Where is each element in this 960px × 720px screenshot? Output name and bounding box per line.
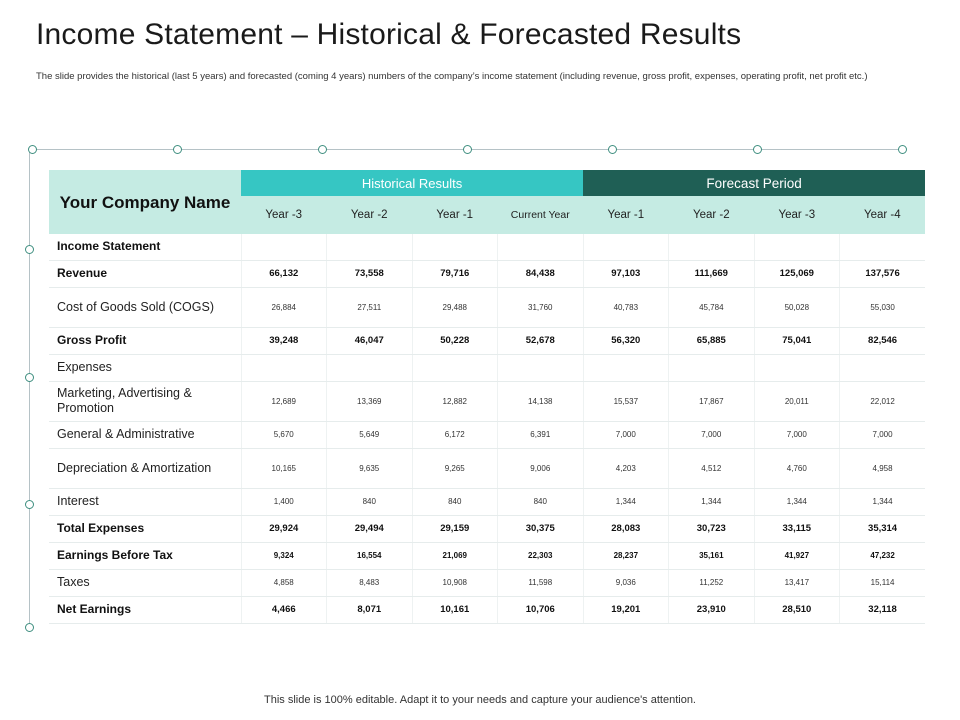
table-cell: 5,670 (241, 421, 327, 448)
table-cell: 31,760 (498, 287, 584, 327)
year-header: Year -3 (241, 196, 327, 234)
table-row (49, 260, 925, 287)
table-cell (498, 234, 584, 260)
table-cell: 55,030 (840, 287, 926, 327)
table-cell: 28,083 (583, 515, 669, 542)
row-label: Marketing, Advertising & Promotion (49, 381, 241, 421)
table-cell: 33,115 (754, 515, 840, 542)
table-cell: 14,138 (498, 381, 584, 421)
table-row (49, 234, 925, 260)
table-cell: 15,537 (583, 381, 669, 421)
table-cell: 10,165 (241, 448, 327, 488)
table-cell: 52,678 (498, 327, 584, 354)
table-cell: 4,466 (241, 596, 327, 623)
table-cell: 7,000 (754, 421, 840, 448)
table-cell: 11,598 (498, 569, 584, 596)
table-cell: 4,760 (754, 448, 840, 488)
table-cell (412, 354, 498, 381)
table-cell: 6,391 (498, 421, 584, 448)
table-cell: 16,554 (327, 542, 413, 569)
table-cell: 40,783 (583, 287, 669, 327)
year-header: Year -2 (669, 196, 755, 234)
footer-note: This slide is 100% editable. Adapt it to your needs and capture your audience's attention. (264, 694, 696, 706)
connector-dot (898, 145, 907, 154)
table-cell: 13,369 (327, 381, 413, 421)
table-cell (840, 354, 926, 381)
table-cell (669, 234, 755, 260)
table-cell: 840 (412, 488, 498, 515)
table-cell: 30,723 (669, 515, 755, 542)
table-cell (498, 354, 584, 381)
connector-dot (318, 145, 327, 154)
table-cell: 30,375 (498, 515, 584, 542)
row-label: Total Expenses (49, 515, 241, 542)
table-row (49, 515, 925, 542)
table-cell: 22,012 (840, 381, 926, 421)
row-label: Gross Profit (49, 327, 241, 354)
table-cell (327, 234, 413, 260)
table-cell: 45,784 (669, 287, 755, 327)
table-cell (583, 354, 669, 381)
year-header: Current Year (498, 196, 584, 234)
table-cell: 7,000 (583, 421, 669, 448)
year-header: Year -3 (754, 196, 840, 234)
table-cell: 4,203 (583, 448, 669, 488)
row-label: Revenue (49, 260, 241, 287)
table-cell: 1,400 (241, 488, 327, 515)
table-cell: 82,546 (840, 327, 926, 354)
table-cell: 9,635 (327, 448, 413, 488)
table-cell: 15,114 (840, 569, 926, 596)
row-label: Earnings Before Tax (49, 542, 241, 569)
table-cell: 23,910 (669, 596, 755, 623)
connector-line-vertical (29, 150, 30, 628)
connector-dot (753, 145, 762, 154)
table-cell: 19,201 (583, 596, 669, 623)
table-cell: 12,689 (241, 381, 327, 421)
table-cell: 29,488 (412, 287, 498, 327)
table-cell: 20,011 (754, 381, 840, 421)
table-cell: 8,071 (327, 596, 413, 623)
table-cell: 22,303 (498, 542, 584, 569)
row-label: Taxes (49, 569, 241, 596)
row-label: Interest (49, 488, 241, 515)
income-statement-table (49, 170, 925, 624)
connector-dot (28, 145, 37, 154)
table-cell: 137,576 (840, 260, 926, 287)
table-cell: 6,172 (412, 421, 498, 448)
table-cell: 27,511 (327, 287, 413, 327)
table-cell: 32,118 (840, 596, 926, 623)
table-cell: 46,047 (327, 327, 413, 354)
table-cell (327, 354, 413, 381)
year-header: Year -1 (583, 196, 669, 234)
connector-dot (25, 245, 34, 254)
table-row (49, 421, 925, 448)
table-cell: 66,132 (241, 260, 327, 287)
row-label: Expenses (49, 354, 241, 381)
row-label: Depreciation & Amortization (49, 448, 241, 488)
table-cell: 7,000 (840, 421, 926, 448)
table-cell: 65,885 (669, 327, 755, 354)
year-header: Year -2 (327, 196, 413, 234)
table-cell: 10,908 (412, 569, 498, 596)
table-row (49, 448, 925, 488)
table-cell (241, 234, 327, 260)
table-cell: 9,324 (241, 542, 327, 569)
table-cell: 4,512 (669, 448, 755, 488)
table-cell: 9,036 (583, 569, 669, 596)
table-cell: 56,320 (583, 327, 669, 354)
table-cell: 29,924 (241, 515, 327, 542)
connector-dot (173, 145, 182, 154)
table-cell: 35,161 (669, 542, 755, 569)
table-row (49, 381, 925, 421)
table-cell: 5,649 (327, 421, 413, 448)
table-cell: 1,344 (669, 488, 755, 515)
table-cell: 75,041 (754, 327, 840, 354)
year-header: Year -4 (840, 196, 926, 234)
table-cell: 39,248 (241, 327, 327, 354)
table-cell (412, 234, 498, 260)
table-cell: 47,232 (840, 542, 926, 569)
table-cell (669, 354, 755, 381)
table-cell: 73,558 (327, 260, 413, 287)
table-row (49, 287, 925, 327)
connector-dot (25, 373, 34, 382)
table-cell: 1,344 (840, 488, 926, 515)
table-cell: 21,069 (412, 542, 498, 569)
table-cell (840, 234, 926, 260)
table-cell: 125,069 (754, 260, 840, 287)
table-cell: 26,884 (241, 287, 327, 327)
table-cell (754, 234, 840, 260)
table-cell: 11,252 (669, 569, 755, 596)
table-cell: 84,438 (498, 260, 584, 287)
company-name: Your Company Name (49, 170, 241, 234)
table-cell (241, 354, 327, 381)
table-cell: 17,867 (669, 381, 755, 421)
connector-dot (25, 500, 34, 509)
table-cell: 840 (498, 488, 584, 515)
slide-title: Income Statement – Historical & Forecasted Results (36, 18, 742, 51)
row-label: Net Earnings (49, 596, 241, 623)
table-cell (754, 354, 840, 381)
connector-dot (25, 623, 34, 632)
table-cell: 79,716 (412, 260, 498, 287)
table-row (49, 488, 925, 515)
table-cell: 29,159 (412, 515, 498, 542)
table-cell: 111,669 (669, 260, 755, 287)
table-cell: 4,858 (241, 569, 327, 596)
forecast-period-header: Forecast Period (583, 170, 925, 196)
table-cell: 8,483 (327, 569, 413, 596)
table-cell: 10,161 (412, 596, 498, 623)
table-cell: 50,228 (412, 327, 498, 354)
row-label: General & Administrative (49, 421, 241, 448)
table-cell: 97,103 (583, 260, 669, 287)
table-cell: 28,510 (754, 596, 840, 623)
table-cell: 13,417 (754, 569, 840, 596)
table-row (49, 569, 925, 596)
connector-dot (608, 145, 617, 154)
table-cell: 4,958 (840, 448, 926, 488)
table-cell: 12,882 (412, 381, 498, 421)
year-header: Year -1 (412, 196, 498, 234)
table-cell: 35,314 (840, 515, 926, 542)
table-cell: 41,927 (754, 542, 840, 569)
table-cell: 9,006 (498, 448, 584, 488)
historical-results-header: Historical Results (241, 170, 583, 196)
row-label: Cost of Goods Sold (COGS) (49, 287, 241, 327)
table-cell: 840 (327, 488, 413, 515)
table-row (49, 542, 925, 569)
table-row (49, 354, 925, 381)
table-cell: 10,706 (498, 596, 584, 623)
table-cell: 1,344 (754, 488, 840, 515)
connector-dot (463, 145, 472, 154)
table-cell: 7,000 (669, 421, 755, 448)
table-cell: 50,028 (754, 287, 840, 327)
table-cell: 9,265 (412, 448, 498, 488)
table-cell: 28,237 (583, 542, 669, 569)
slide-subtitle: The slide provides the historical (last 5 years) and forecasted (coming 4 years) numbers of the company’s income statement (including revenue, gross profit, expenses, operating profit, net profit etc.) (36, 71, 868, 82)
table-cell: 1,344 (583, 488, 669, 515)
table-cell (583, 234, 669, 260)
table-row (49, 327, 925, 354)
table-row (49, 596, 925, 623)
table-cell: 29,494 (327, 515, 413, 542)
row-label: Income Statement (49, 234, 241, 260)
